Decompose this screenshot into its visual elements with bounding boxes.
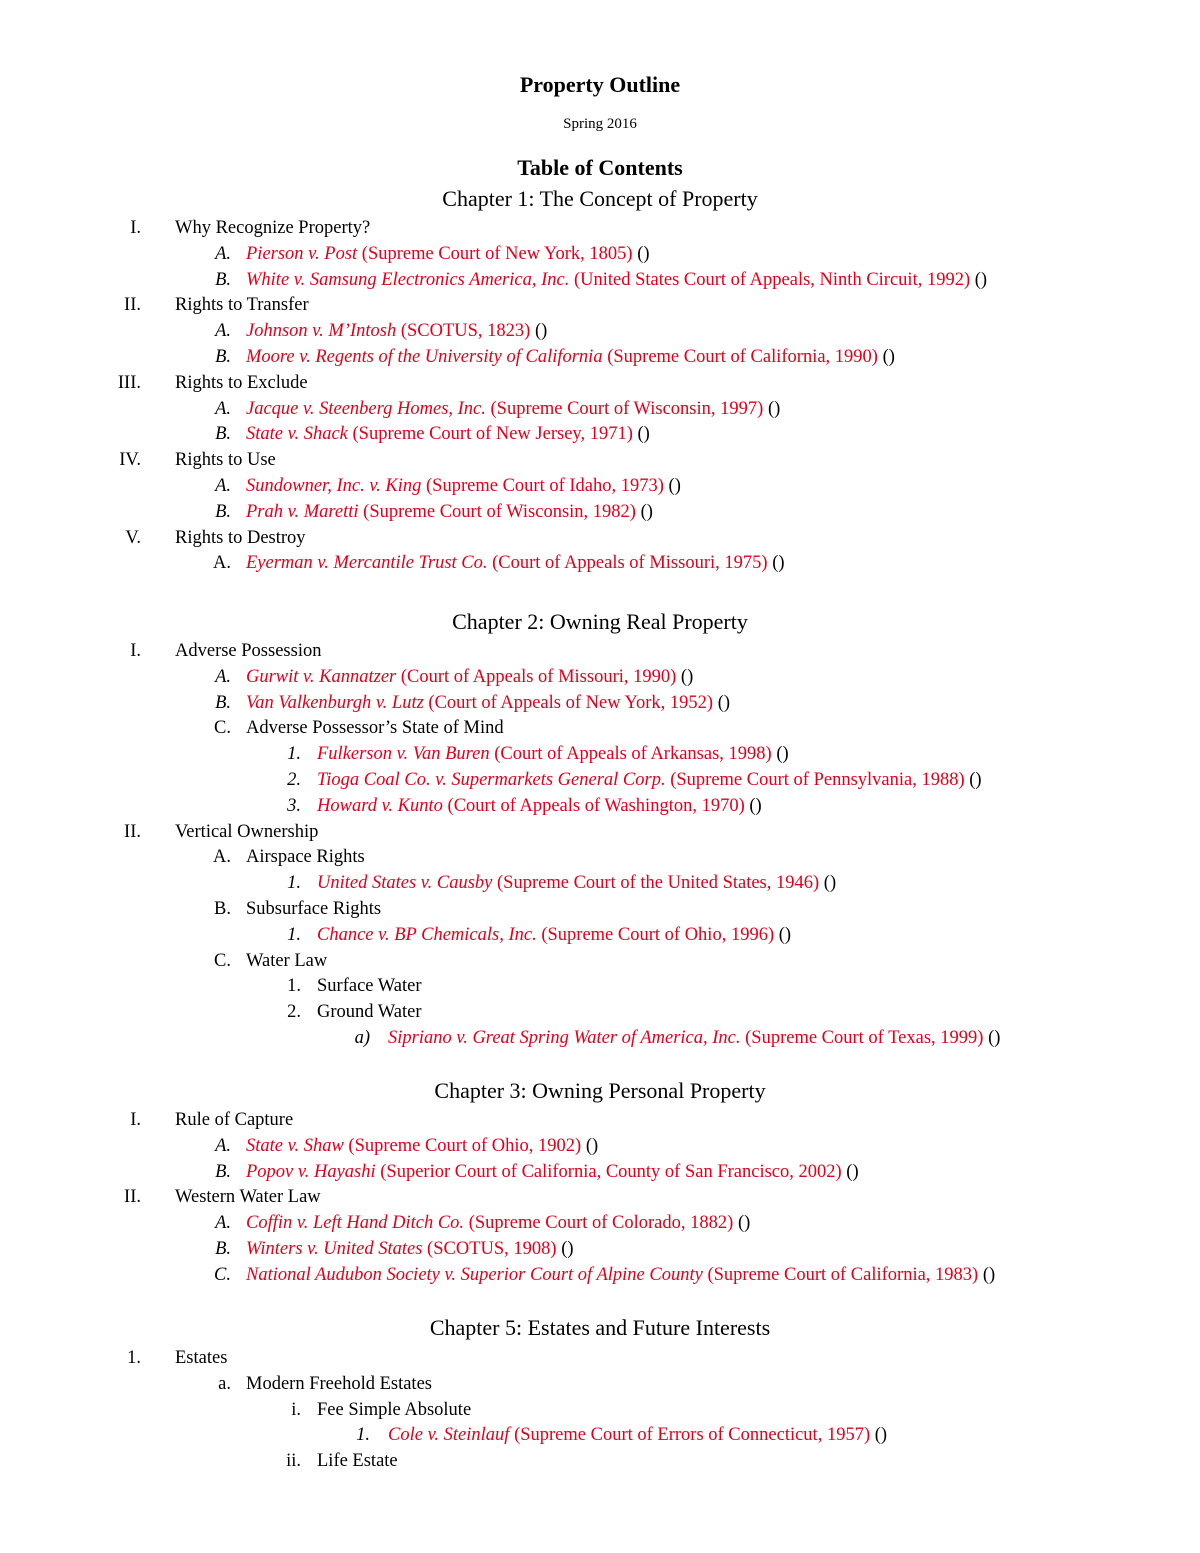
case-name-link[interactable]: Chance v. BP Chemicals, Inc. [317,924,537,945]
case-name-link[interactable]: Coffin v. Left Hand Ditch Co. [246,1213,465,1234]
court-citation: (Supreme Court of Errors of Connecticut, 1957) [509,1425,871,1446]
outline-heading-text: Why Recognize Property? [175,218,371,238]
outline-marker: 1. [287,744,301,765]
court-citation: (Supreme Court of Texas, 1999) [740,1028,984,1048]
outline-marker: B. [215,692,231,713]
court-citation: (Supreme Court of the United States, 1946) [492,873,820,894]
outline-heading-text: Vertical Ownership [175,821,319,842]
outline-marker: A. [215,476,231,496]
outline-heading-text: Modern Freehold Estates [246,1373,432,1394]
court-citation: (Court of Appeals of Missouri, 1990) [396,666,677,687]
case-name-link[interactable]: Popov v. Hayashi [246,1161,376,1182]
case-name-link[interactable]: United States v. Causby [317,873,493,894]
empty-parentheses: () [530,321,548,342]
case-name-link[interactable]: Sipriano v. Great Spring Water of America, Inc. [388,1028,741,1048]
case-name-link[interactable]: Howard v. Kunto [317,795,443,816]
outline-marker: B. [214,899,231,919]
outline-marker: B. [215,269,231,290]
outline-heading-text: Airspace Rights [246,847,365,868]
outline-heading-text: Subsurface Rights [246,899,382,919]
outline-marker: A. [213,847,231,868]
outline-heading-text: Surface Water [317,976,422,997]
case-name-link[interactable]: Johnson v. M’Intosh [246,321,397,342]
empty-parentheses: () [970,269,988,290]
empty-parentheses: () [676,666,694,687]
case-name-link[interactable]: State v. Shaw [246,1135,344,1156]
outline-marker: 3. [287,795,301,816]
court-citation: (Supreme Court of New Jersey, 1971) [347,424,633,445]
outline-marker: A. [215,321,231,342]
toc-heading: Table of Contents [517,155,683,180]
outline-marker: II. [124,295,141,316]
case-name-link[interactable]: National Audubon Society v. Superior Court of Alpine County [246,1264,703,1285]
court-citation: (Supreme Court of California, 1983) [702,1264,979,1285]
case-name-link[interactable]: Fulkerson v. Van Buren [317,744,490,765]
document-title: Property Outline [519,72,681,97]
outline-marker: 1. [287,924,301,945]
empty-parentheses: () [556,1239,574,1259]
court-citation: (Court of Appeals of Washington, 1970) [442,795,745,816]
outline-marker: 1. [356,1425,370,1446]
empty-parentheses: () [774,924,792,945]
outline-marker: IV. [119,450,141,471]
outline-heading-text: Rule of Capture [175,1110,294,1130]
court-citation: (Supreme Court of California, 1990) [602,347,878,367]
outline-marker: I. [130,1110,141,1130]
outline-heading-text: Rights to Transfer [175,295,309,316]
empty-parentheses: () [870,1425,888,1446]
outline-marker: A. [215,398,231,419]
case-name-link[interactable]: Cole v. Steinlauf [388,1425,510,1446]
outline-marker: B. [215,501,231,522]
empty-parentheses: () [763,398,781,419]
outline-marker: A. [215,243,231,264]
outline-marker: II. [124,1187,141,1208]
outline-heading-text: Life Estate [317,1451,398,1472]
outline-marker: B. [215,347,231,367]
empty-parentheses: () [632,424,650,445]
outline-marker: V. [125,527,141,548]
outline-marker: 2. [287,1002,301,1023]
empty-parentheses: () [983,1028,1001,1048]
outline-marker: C. [214,950,231,971]
empty-parentheses: () [733,1213,751,1234]
court-citation: (United States Court of Appeals, Ninth Circuit, 1992) [569,269,971,290]
empty-parentheses: () [744,795,762,816]
empty-parentheses: () [713,692,731,713]
document-subtitle: Spring 2016 [563,116,637,132]
case-name-link[interactable]: Winters v. United States [246,1239,423,1259]
outline-marker: C. [214,718,231,739]
empty-parentheses: () [819,873,837,894]
outline-heading-text: Fee Simple Absolute [317,1399,472,1420]
outline-marker: I. [130,641,141,661]
case-name-link[interactable]: Eyerman v. Mercantile Trust Co. [246,553,488,574]
court-citation: (SCOTUS, 1823) [396,321,531,342]
outline-heading-text: Water Law [246,950,328,971]
outline-marker: i. [291,1399,301,1420]
empty-parentheses: () [663,476,681,496]
outline-marker: B. [215,1239,231,1259]
outline-heading-text: Ground Water [317,1002,422,1023]
empty-parentheses: () [635,501,653,522]
outline-heading-text: Rights to Exclude [175,372,308,393]
outline-marker: A. [213,553,231,574]
court-citation: (Court of Appeals of New York, 1952) [423,692,714,713]
outline-marker: A. [215,1135,231,1156]
chapter-heading: Chapter 1: The Concept of Property [442,186,758,211]
outline-marker: B. [215,1161,231,1182]
outline-marker: 1. [287,976,301,997]
empty-parentheses: () [978,1264,996,1285]
court-citation: (Supreme Court of Idaho, 1973) [421,476,664,496]
empty-parentheses: () [632,243,650,264]
court-citation: (Court of Appeals of Missouri, 1975) [487,553,768,574]
outline-heading-text: Estates [175,1348,228,1368]
case-name-link[interactable]: Tioga Coal Co. v. Supermarkets General Corp. [317,770,666,790]
case-name-link[interactable]: Jacque v. Steenberg Homes, Inc. [246,398,486,419]
outline-marker: I. [130,218,141,238]
empty-parentheses: () [877,347,895,367]
outline-marker: 1. [287,873,301,894]
empty-parentheses: () [767,553,785,574]
case-name-link[interactable]: State v. Shack [246,424,348,445]
court-citation: (Supreme Court of New York, 1805) [357,243,633,264]
outline-marker: A. [215,1213,231,1234]
outline-marker: a) [354,1028,370,1048]
empty-parentheses: () [964,770,982,790]
outline-heading-text: Rights to Use [175,450,276,471]
outline-marker: C. [214,1264,231,1285]
court-citation: (Supreme Court of Wisconsin, 1982) [358,501,636,522]
outline-marker: 2. [287,770,301,790]
outline-heading-text: Rights to Destroy [175,527,306,548]
case-name-link[interactable]: Sundowner, Inc. v. King [246,476,422,496]
empty-parentheses: () [841,1161,859,1182]
court-citation: (Supreme Court of Wisconsin, 1997) [485,398,764,419]
court-citation: (Superior Court of California, County of San Francisco, 2002) [375,1161,842,1182]
court-citation: (Court of Appeals of Arkansas, 1998) [489,744,772,765]
case-name-link[interactable]: Van Valkenburgh v. Lutz [246,692,424,713]
court-citation: (SCOTUS, 1908) [422,1239,557,1259]
outline-marker: a. [218,1373,231,1394]
chapter-heading: Chapter 5: Estates and Future Interests [429,1315,771,1340]
case-name-link[interactable]: Pierson v. Post [246,243,358,264]
case-name-link[interactable]: Gurwit v. Kannatzer [246,666,397,687]
outline-marker: A. [215,666,231,687]
chapter-heading: Chapter 2: Owning Real Property [452,609,748,634]
empty-parentheses: () [771,744,789,765]
court-citation: (Supreme Court of Ohio, 1902) [343,1135,582,1156]
outline-marker: ii. [286,1451,301,1472]
court-citation: (Supreme Court of Pennsylvania, 1988) [665,770,965,790]
case-name-link[interactable]: Prah v. Maretti [246,501,359,522]
case-name-link[interactable]: White v. Samsung Electronics America, Inc. [246,269,570,290]
empty-parentheses: () [581,1135,599,1156]
outline-heading-text: Adverse Possessor’s State of Mind [246,718,504,739]
outline-marker: II. [124,821,141,842]
court-citation: (Supreme Court of Colorado, 1882) [464,1213,734,1234]
case-name-link[interactable]: Moore v. Regents of the University of California [246,347,603,367]
chapter-heading: Chapter 3: Owning Personal Property [434,1078,766,1103]
court-citation: (Supreme Court of Ohio, 1996) [536,924,775,945]
outline-marker: III. [117,372,141,393]
outline-heading-text: Adverse Possession [175,641,322,661]
outline-marker: 1. [127,1348,141,1368]
outline-marker: B. [215,424,231,445]
outline-heading-text: Western Water Law [175,1187,321,1208]
